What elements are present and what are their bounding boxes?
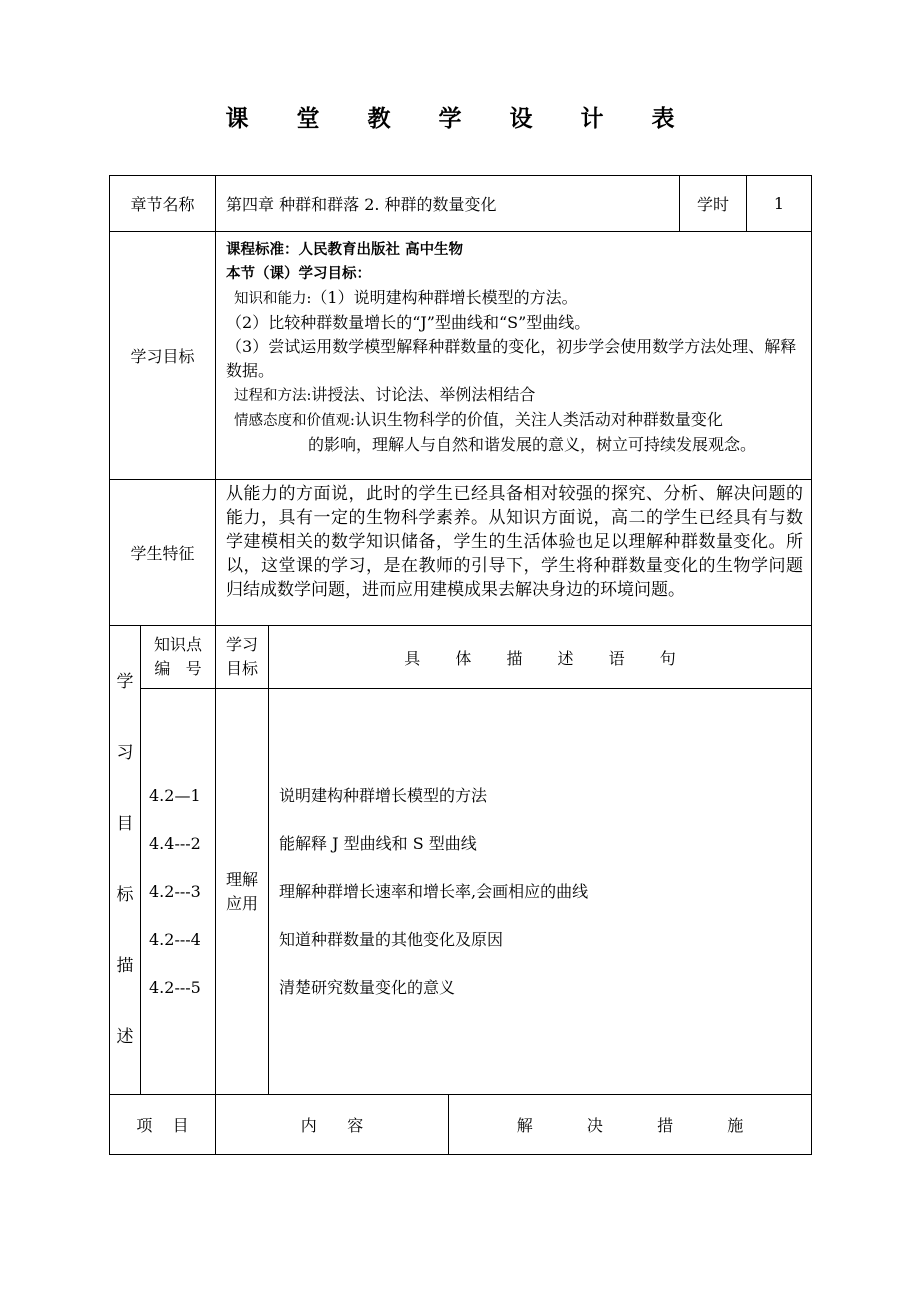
col-knowledge-line2: 编 号 bbox=[154, 659, 202, 678]
col-goal-line1: 学习 bbox=[226, 635, 259, 654]
desc-item: 说明建构种群增长模型的方法 bbox=[279, 785, 488, 805]
desc-item: 理解种群增长速率和增长率,会画相应的曲线 bbox=[279, 881, 589, 901]
desc-sentences bbox=[269, 689, 812, 1095]
student-text: 从能力的方面说，此时的学生已经具备相对较强的探究、分析、解决问题的能力，具有一定的生物科学素养。从知识方面说，高二的学生已经具有与数学建模相关的数学知识储备，学生的生活体验也足以理解种群数量变化。所以，这堂课的学习，是在教师的引导下，学生将种群数量变化的生物学问题归结成数学问题，进而应用建模成果去解决身边的环境问题。 bbox=[216, 480, 812, 626]
side-char: 习 bbox=[116, 743, 134, 763]
knowledge-codes bbox=[141, 689, 216, 1095]
emotion-line bbox=[226, 408, 803, 433]
code-item: 4.2---4 bbox=[149, 929, 201, 949]
knowledge-line1 bbox=[226, 286, 803, 311]
process-line bbox=[226, 383, 803, 408]
code-item: 4.2---5 bbox=[149, 977, 201, 997]
goal-value bbox=[216, 689, 269, 1095]
code-item: 4.2---3 bbox=[149, 881, 201, 901]
objectives-content bbox=[216, 232, 812, 480]
desc-header-row bbox=[110, 626, 812, 689]
knowledge-2: （2）比较种群数量增长的“J”型曲线和“S”型曲线。 bbox=[226, 313, 591, 332]
course-standard: 课程标准：人民教育出版社 高中生物 bbox=[226, 242, 464, 258]
knowledge-3: （3）尝试运用数学模型解释种群数量的变化，初步学会使用数学方法处理、解释数据。 bbox=[226, 337, 797, 380]
content-header: 内 容 bbox=[216, 1095, 449, 1155]
desc-item: 清楚研究数量变化的意义 bbox=[279, 977, 456, 997]
chapter-row bbox=[110, 176, 812, 232]
knowledge-prefix: 知识和能力: bbox=[234, 291, 312, 307]
desc-body-row bbox=[110, 689, 812, 1095]
emotion-line1: 认识生物科学的价值，关注人类活动对种群数量变化 bbox=[354, 410, 723, 429]
student-row bbox=[110, 480, 812, 626]
process-text: 讲授法、讨论法、举例法相结合 bbox=[311, 385, 536, 404]
hours-label: 学时 bbox=[680, 176, 747, 232]
process-prefix: 过程和方法: bbox=[234, 388, 312, 404]
goal-value-line1: 理解 bbox=[226, 869, 259, 889]
side-char: 述 bbox=[116, 1027, 134, 1047]
hours-value: 1 bbox=[747, 176, 812, 232]
code-item: 4.4---2 bbox=[149, 833, 201, 853]
col-desc-header: 具 体 描 述 语 句 bbox=[269, 626, 812, 689]
emotion-line2: 的影响，理解人与自然和谐发展的意义，树立可持续发展观念。 bbox=[308, 435, 757, 454]
section-goal-title: 本节（课）学习目标： bbox=[226, 266, 372, 282]
item-header: 项 目 bbox=[110, 1095, 216, 1155]
col-knowledge-line1: 知识点 bbox=[154, 635, 203, 654]
side-char: 学 bbox=[116, 672, 134, 692]
chapter-label: 章节名称 bbox=[110, 176, 216, 232]
knowledge-1: （1）说明建构种群增长模型的方法。 bbox=[311, 288, 578, 307]
goal-value-line2: 应用 bbox=[226, 893, 259, 913]
solution-header: 解 决 措 施 bbox=[449, 1095, 812, 1155]
side-char: 描 bbox=[116, 956, 134, 976]
desc-item: 能解释 J 型曲线和 S 型曲线 bbox=[279, 833, 477, 853]
desc-item: 知道种群数量的其他变化及原因 bbox=[279, 929, 504, 949]
code-item: 4.2—1 bbox=[149, 785, 201, 805]
emotion-prefix: 情感态度和价值观: bbox=[234, 413, 355, 429]
col-goal-header bbox=[216, 626, 269, 689]
student-label: 学生特征 bbox=[110, 480, 216, 626]
footer-row bbox=[110, 1095, 812, 1155]
side-char: 目 bbox=[116, 814, 134, 834]
col-goal-line2: 目标 bbox=[226, 659, 259, 678]
objectives-label: 学习目标 bbox=[110, 232, 216, 480]
col-knowledge-header bbox=[141, 626, 216, 689]
page-title: 课 堂 教 学 设 计 表 bbox=[225, 105, 695, 132]
side-label-vertical bbox=[110, 626, 141, 1095]
lesson-design-table bbox=[109, 175, 812, 1155]
side-char: 标 bbox=[116, 885, 134, 905]
chapter-value: 第四章 种群和群落 2. 种群的数量变化 bbox=[216, 176, 680, 232]
objectives-row bbox=[110, 232, 812, 480]
